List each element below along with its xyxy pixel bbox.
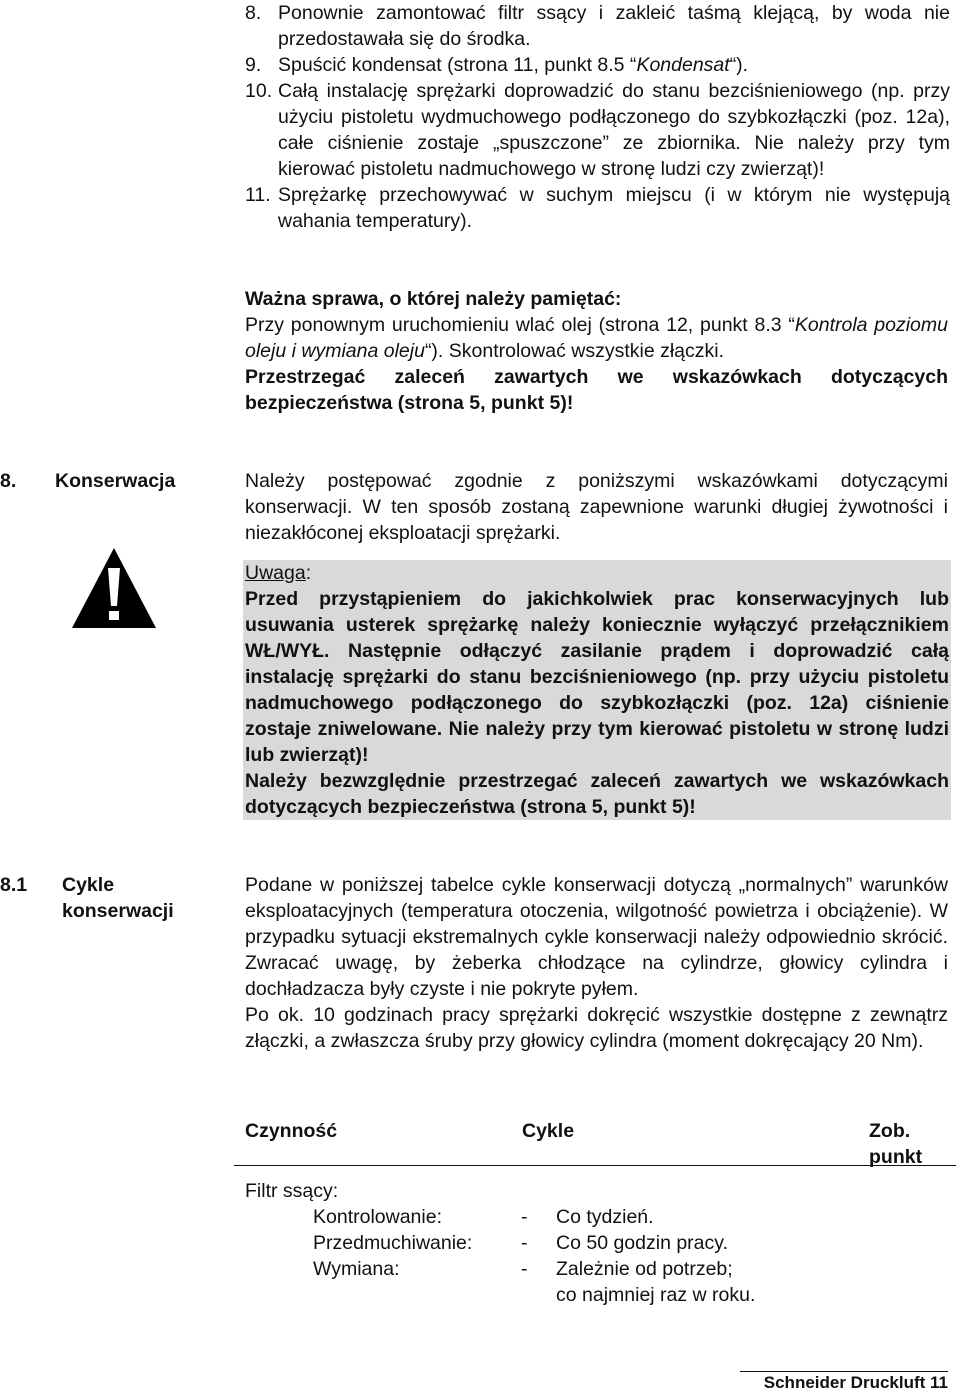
subsection-title-line: Cykle: [62, 874, 115, 896]
list-item-text: Ponownie zamontować filtr ssący i zakleić taśmą klejącą, by woda nie przedostawała się do środka.: [278, 2, 950, 50]
list-item: [245, 182, 950, 234]
table-header-ref-line: Zob.: [869, 1120, 911, 1142]
important-text: [245, 312, 948, 364]
table-header-activity: Czynność: [245, 1120, 338, 1142]
subsection-body: [245, 872, 948, 1054]
list-item: [245, 78, 950, 182]
table-group-label: Filtr ssący:: [245, 1180, 339, 1202]
table-header-ref: [869, 1118, 922, 1170]
table-cell-dash: -: [521, 1258, 528, 1280]
section-number: 8.: [0, 470, 17, 492]
list-item-number: 11.: [245, 184, 271, 206]
table-cell-cycle: Co tydzień.: [556, 1206, 654, 1228]
table-cell-dash: -: [521, 1232, 528, 1254]
important-heading: Ważna sprawa, o której należy pamiętać:: [245, 288, 622, 310]
list-item-text: Całą instalację sprężarki doprowadzić do stanu bezciśnieniowego (np. przy użyciu pistoletu wydmuchowego podłączonego do szybkozłączki (poz. 12a), całe ciśnienie zostaje „spuszczone” ze zbiornika. Nie należy przy tym kierować pistoletu nadmuchowego w stronę ludzi czy zwierząt)!: [278, 80, 950, 180]
warning-label: Uwaga: [245, 562, 306, 584]
subsection-title-line: konserwacji: [62, 900, 174, 922]
list-item-text: Sprężarkę przechowywać w suchym miejscu (i w którym nie występują wahania temperatury).: [278, 184, 950, 232]
table-header-rule: [234, 1165, 956, 1166]
maintenance-table: [234, 1118, 956, 1318]
subsection-paragraph: Podane w poniższej tabelce cykle konserwacji dotyczą „normalnych” warunków eksploatacyjnych (temperatura otoczenia, wilgotność powietrza i obciążenie). W przypadku sytuacji ekstremalnych cykle konserwacji należy odpowiednio skrócić. Zwracać uwagę, by żeberka chłodzące na cylindrze, głowicy cylindra i dochładzacza były czyste i nie pokryte pyłem.: [245, 874, 948, 1000]
warning-text-safety: Należy bezwzględnie przestrzegać zaleceń zawartych we wskazówkach dotyczących bezpieczeństwa (strona 5, punkt 5)!: [245, 770, 949, 818]
important-text-part: Przy ponownym uruchomieniu wlać olej (strona 12, punkt 8.3 “: [245, 314, 795, 336]
list-item-text-part: “).: [729, 54, 749, 76]
warning-label-colon: :: [305, 562, 312, 584]
table-cell-cycle-continued: co najmniej raz w roku.: [556, 1284, 756, 1306]
warning-triangle-icon: [70, 546, 158, 630]
list-item-number: 10.: [245, 80, 273, 102]
important-safety-note: Przestrzegać zaleceń zawartych we wskazówkach dotyczących bezpieczeństwa (strona 5, punkt 5)!: [245, 366, 948, 414]
subsection-paragraph: Po ok. 10 godzinach pracy sprężarki dokręcić wszystkie dostępne z zewnątrz złączki, a zwłaszcza śruby przy głowicy cylindra (moment dokręcający 20 Nm).: [245, 1004, 948, 1052]
list-item-text-part: Spuścić kondensat (strona 11, punkt 8.5 “: [278, 54, 637, 76]
table-cell-dash: -: [521, 1206, 528, 1228]
table-cell-activity: Kontrolowanie:: [313, 1206, 442, 1228]
list-item-number: 9.: [245, 54, 262, 76]
important-text-part: “). Skontrolować wszystkie złączki.: [424, 340, 725, 362]
section-intro: Należy postępować zgodnie z poniższymi wskazówkami dotyczącymi konserwacji. W ten sposób zostaną zapewnione warunki długiej żywotności i niezakłóconej eksploatacji sprężarki.: [245, 470, 948, 544]
table-cell-cycle: Zależnie od potrzeb;: [556, 1258, 733, 1280]
warning-box: [243, 560, 951, 820]
list-item: [245, 0, 950, 52]
section-title: Konserwacja: [55, 470, 176, 492]
list-item-reference: Kondensat: [636, 54, 730, 76]
table-header-ref-line: punkt: [869, 1146, 923, 1168]
warning-text: Przed przystąpieniem do jakichkolwiek prac konserwacyjnych lub usuwania usterek sprężarkę należy koniecznie wyłączyć przełącznikiem WŁ/WYŁ. Następnie odłączyć zasilanie prądem i doprowadzić całą instalację sprężarki do stanu bezciśnieniowego (np. przy użyciu pistoletu nadmuchowego podłączonego do szybkozłączki (poz. 12a) ciśnienie zostaje zniwelowane. Nie należy przy tym kierować pistoletu w stronę ludzi lub zwierząt)!: [245, 588, 949, 766]
table-cell-cycle: Co 50 godzin pracy.: [556, 1232, 728, 1254]
table-cell-activity: Wymiana:: [313, 1258, 400, 1280]
subsection-title: [62, 872, 174, 924]
instruction-list: [245, 0, 950, 234]
list-item-text: [278, 52, 950, 78]
list-item: [245, 52, 950, 78]
subsection-number: 8.1: [0, 874, 28, 896]
important-note: [245, 286, 948, 416]
table-header-cycles: Cykle: [522, 1120, 575, 1142]
important-reference: Kontrola poziomu oleju i wymiana oleju: [245, 314, 948, 362]
page-footer: Schneider Druckluft 11: [763, 1373, 948, 1392]
list-item-number: 8.: [245, 2, 262, 24]
table-cell-activity: Przedmuchiwanie:: [313, 1232, 473, 1254]
